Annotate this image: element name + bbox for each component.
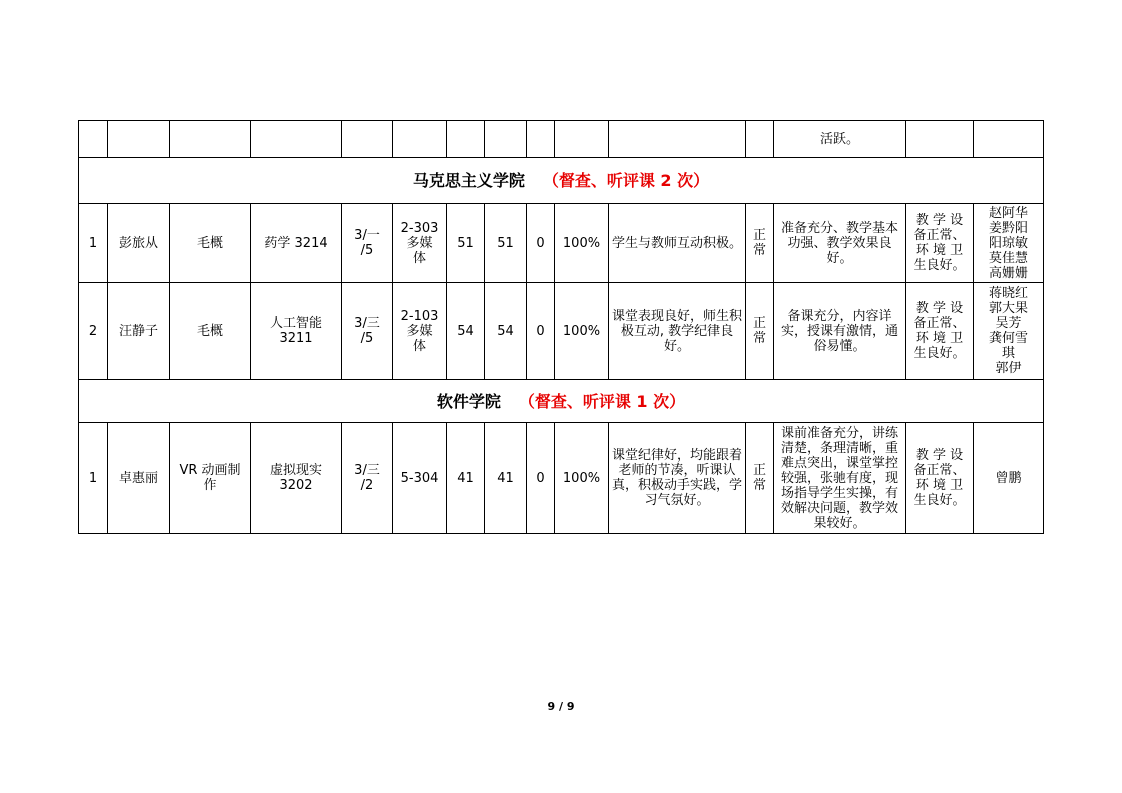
course-name: VR 动画制 作 [170, 423, 251, 534]
order-status-text: 正常 [752, 228, 766, 258]
table-cell [609, 121, 746, 158]
section-note: （督查、听评课 1 次） [518, 391, 686, 411]
expected-count: 54 [447, 283, 485, 380]
order-status [746, 204, 774, 283]
table-row [79, 283, 1044, 380]
classroom: 2-303 多媒 体 [393, 204, 447, 283]
absent-count: 0 [527, 283, 555, 380]
evaluators: 蒋晓红 郭大果 吴芳 龚何雪 琪 郭伊 [974, 283, 1044, 380]
order-status-text: 正常 [752, 463, 766, 493]
section-header [79, 380, 1044, 423]
teacher-eval: 准备充分、教学基本功强、教学效果良好。 [774, 204, 906, 283]
teacher-eval: 备课充分，内容详实，授课有激情，通俗易懂。 [774, 283, 906, 380]
table-cell [906, 121, 974, 158]
section-header [79, 158, 1044, 204]
table-cell [108, 121, 170, 158]
class-name: 人工智能 3211 [251, 283, 342, 380]
class-name: 虚拟现实 3202 [251, 423, 342, 534]
student-eval: 课堂表现良好，师生积极互动, 教学纪律良好。 [609, 283, 746, 380]
table-row [79, 204, 1044, 283]
section-title: 马克思主义学院 [412, 171, 525, 190]
section-header-row [79, 380, 1044, 423]
order-status-text: 正常 [752, 316, 766, 346]
actual-count: 54 [485, 283, 527, 380]
absent-count: 0 [527, 204, 555, 283]
environment-eval: 教 学 设 备正常、环 境 卫 生良好。 [906, 204, 974, 283]
section-note: （督查、听评课 2 次） [542, 171, 710, 190]
page-number: 9 / 9 [547, 700, 575, 713]
table-cell [170, 121, 251, 158]
table-cell [485, 121, 527, 158]
classroom: 2-103 多媒 体 [393, 283, 447, 380]
class-name: 药学 3214 [251, 204, 342, 283]
week-session: 3/三 /5 [342, 283, 393, 380]
attendance-rate: 100% [555, 283, 609, 380]
teacher-name: 彭旅从 [108, 204, 170, 283]
section-header-row [79, 158, 1044, 204]
week-session: 3/三 /2 [342, 423, 393, 534]
course-name: 毛概 [170, 204, 251, 283]
teacher-name: 卓惠丽 [108, 423, 170, 534]
inspection-report-table [78, 120, 1044, 534]
evaluators: 赵阿华 姜黔阳 阳琼敏 莫佳慧 高姗姗 [974, 204, 1044, 283]
table-cell [251, 121, 342, 158]
actual-count: 51 [485, 204, 527, 283]
expected-count: 51 [447, 204, 485, 283]
table-cell [342, 121, 393, 158]
student-eval: 学生与教师互动积极。 [609, 204, 746, 283]
environment-eval: 教 学 设 备正常、环 境 卫 生良好。 [906, 423, 974, 534]
table-cell [393, 121, 447, 158]
table-cell [974, 121, 1044, 158]
order-status [746, 283, 774, 380]
teacher-name: 汪静子 [108, 283, 170, 380]
row-number: 1 [79, 204, 108, 283]
actual-count: 41 [485, 423, 527, 534]
week-session: 3/一 /5 [342, 204, 393, 283]
environment-eval: 教 学 设 备正常、环 境 卫 生良好。 [906, 283, 974, 380]
attendance-rate: 100% [555, 204, 609, 283]
evaluators: 曾鹏 [974, 423, 1044, 534]
teacher-eval: 课前准备充分，讲练清楚，条理清晰，重难点突出，课堂掌控较强，张驰有度，现场指导学生实操，有效解决问题，教学效果较好。 [774, 423, 906, 534]
expected-count: 41 [447, 423, 485, 534]
teacher-eval-cell: 活跃。 [774, 121, 906, 158]
table-cell [746, 121, 774, 158]
table-row [79, 423, 1044, 534]
attendance-rate: 100% [555, 423, 609, 534]
row-number: 1 [79, 423, 108, 534]
table-cell [447, 121, 485, 158]
classroom: 5-304 [393, 423, 447, 534]
order-status [746, 423, 774, 534]
row-number: 2 [79, 283, 108, 380]
continuation-row [79, 121, 1044, 158]
absent-count: 0 [527, 423, 555, 534]
student-eval: 课堂纪律好，均能跟着老师的节凑，听课认真，积极动手实践，学习气氛好。 [609, 423, 746, 534]
section-title: 软件学院 [436, 391, 501, 411]
table-cell [527, 121, 555, 158]
course-name: 毛概 [170, 283, 251, 380]
table-cell [79, 121, 108, 158]
table-cell [555, 121, 609, 158]
